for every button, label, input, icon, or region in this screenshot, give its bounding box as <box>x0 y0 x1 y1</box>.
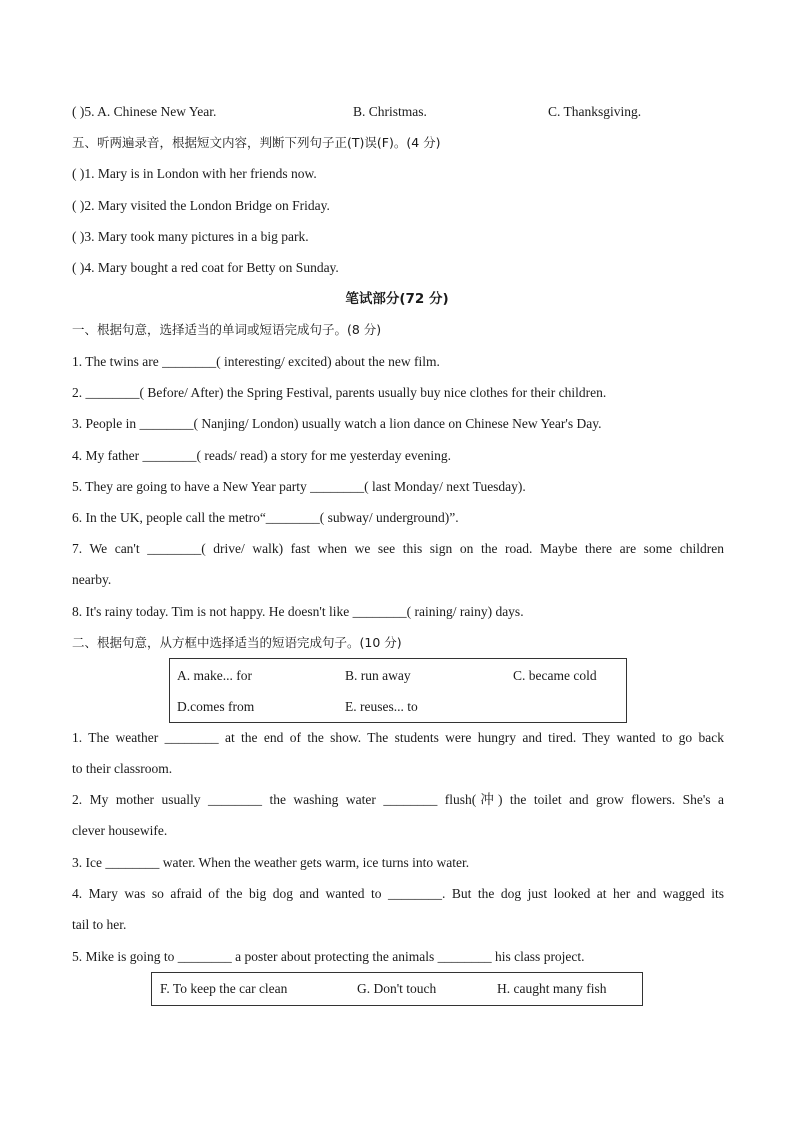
section5-item-3: ( )3. Mary took many pictures in a big park. <box>72 229 309 244</box>
listening-item-5-option-b: B. Christmas. <box>353 104 427 119</box>
part2-line-1: 1. The weather ________ at the end of the show. The students were hungry and tired. They wanted to go back <box>72 730 724 745</box>
listening-item-5: ( )5. A. Chinese New Year. <box>72 104 217 119</box>
written-part-title: 笔试部分(72 分) <box>345 291 449 307</box>
option-a: A. make... for <box>177 668 252 683</box>
option-g: G. Don't touch <box>357 981 437 996</box>
part1-line-1: 1. The twins are ________( interesting/ excited) about the new film. <box>72 354 440 369</box>
option-b: B. run away <box>345 668 411 683</box>
part1-line-8: 8. It's rainy today. Tim is not happy. He doesn't like ________( raining/ rainy) days. <box>72 604 524 619</box>
part2-line-3: 3. Ice ________ water. When the weather gets warm, ice turns into water. <box>72 855 470 870</box>
option-h: H. caught many fish <box>497 981 607 996</box>
option-d: D.comes from <box>177 699 255 714</box>
part2-heading: 二、根据句意，从方框中选择适当的短语完成句子。(10 分) <box>72 635 402 650</box>
section5-item-2: ( )2. Mary visited the London Bridge on Friday. <box>72 198 330 213</box>
part2-line-4-cont: tail to her. <box>72 917 127 932</box>
part2-line-2-cont: clever housewife. <box>72 823 168 838</box>
option-f: F. To keep the car clean <box>160 981 288 996</box>
part2-line-4: 4. Mary was so afraid of the big dog and wanted to ________. But the dog just looked at her and wagged its <box>72 886 724 901</box>
part1-line-7-cont: nearby. <box>72 572 112 587</box>
part2-line-5: 5. Mike is going to ________ a poster about protecting the animals ________ his class project. <box>72 949 585 964</box>
part1-line-4: 4. My father ________( reads/ read) a story for me yesterday evening. <box>72 448 451 463</box>
section5-item-4: ( )4. Mary bought a red coat for Betty on Sunday. <box>72 260 339 275</box>
part1-line-6: 6. In the UK, people call the metro“________( subway/ underground)”. <box>72 510 459 525</box>
part1-line-7: 7. We can't ________( drive/ walk) fast when we see this sign on the road. Maybe there are some children <box>72 541 724 556</box>
part2-line-1-cont: to their classroom. <box>72 761 173 776</box>
part2-line-2: 2. My mother usually ________ the washing water ________ flush(冲) the toilet and grow flowers. She's a <box>72 792 724 807</box>
part1-line-5: 5. They are going to have a New Year party ________( last Monday/ next Tuesday). <box>72 479 526 494</box>
section5-item-1: ( )1. Mary is in London with her friends now. <box>72 166 317 181</box>
listening-item-5-option-c: C. Thanksgiving. <box>548 104 642 119</box>
option-box-1 <box>169 658 627 723</box>
section5-heading: 五、听两遍录音，根据短文内容，判断下列句子正(T)误(F)。(4 分) <box>72 135 441 150</box>
option-box-2 <box>151 972 643 1006</box>
part1-line-2: 2. ________( Before/ After) the Spring Festival, parents usually buy nice clothes for their children. <box>72 385 607 400</box>
option-c: C. became cold <box>513 668 597 683</box>
part1-heading: 一、根据句意，选择适当的单词或短语完成句子。(8 分) <box>72 322 382 337</box>
part1-line-3: 3. People in ________( Nanjing/ London) usually watch a lion dance on Chinese New Year's Day. <box>72 416 602 431</box>
option-e: E. reuses... to <box>345 699 418 714</box>
